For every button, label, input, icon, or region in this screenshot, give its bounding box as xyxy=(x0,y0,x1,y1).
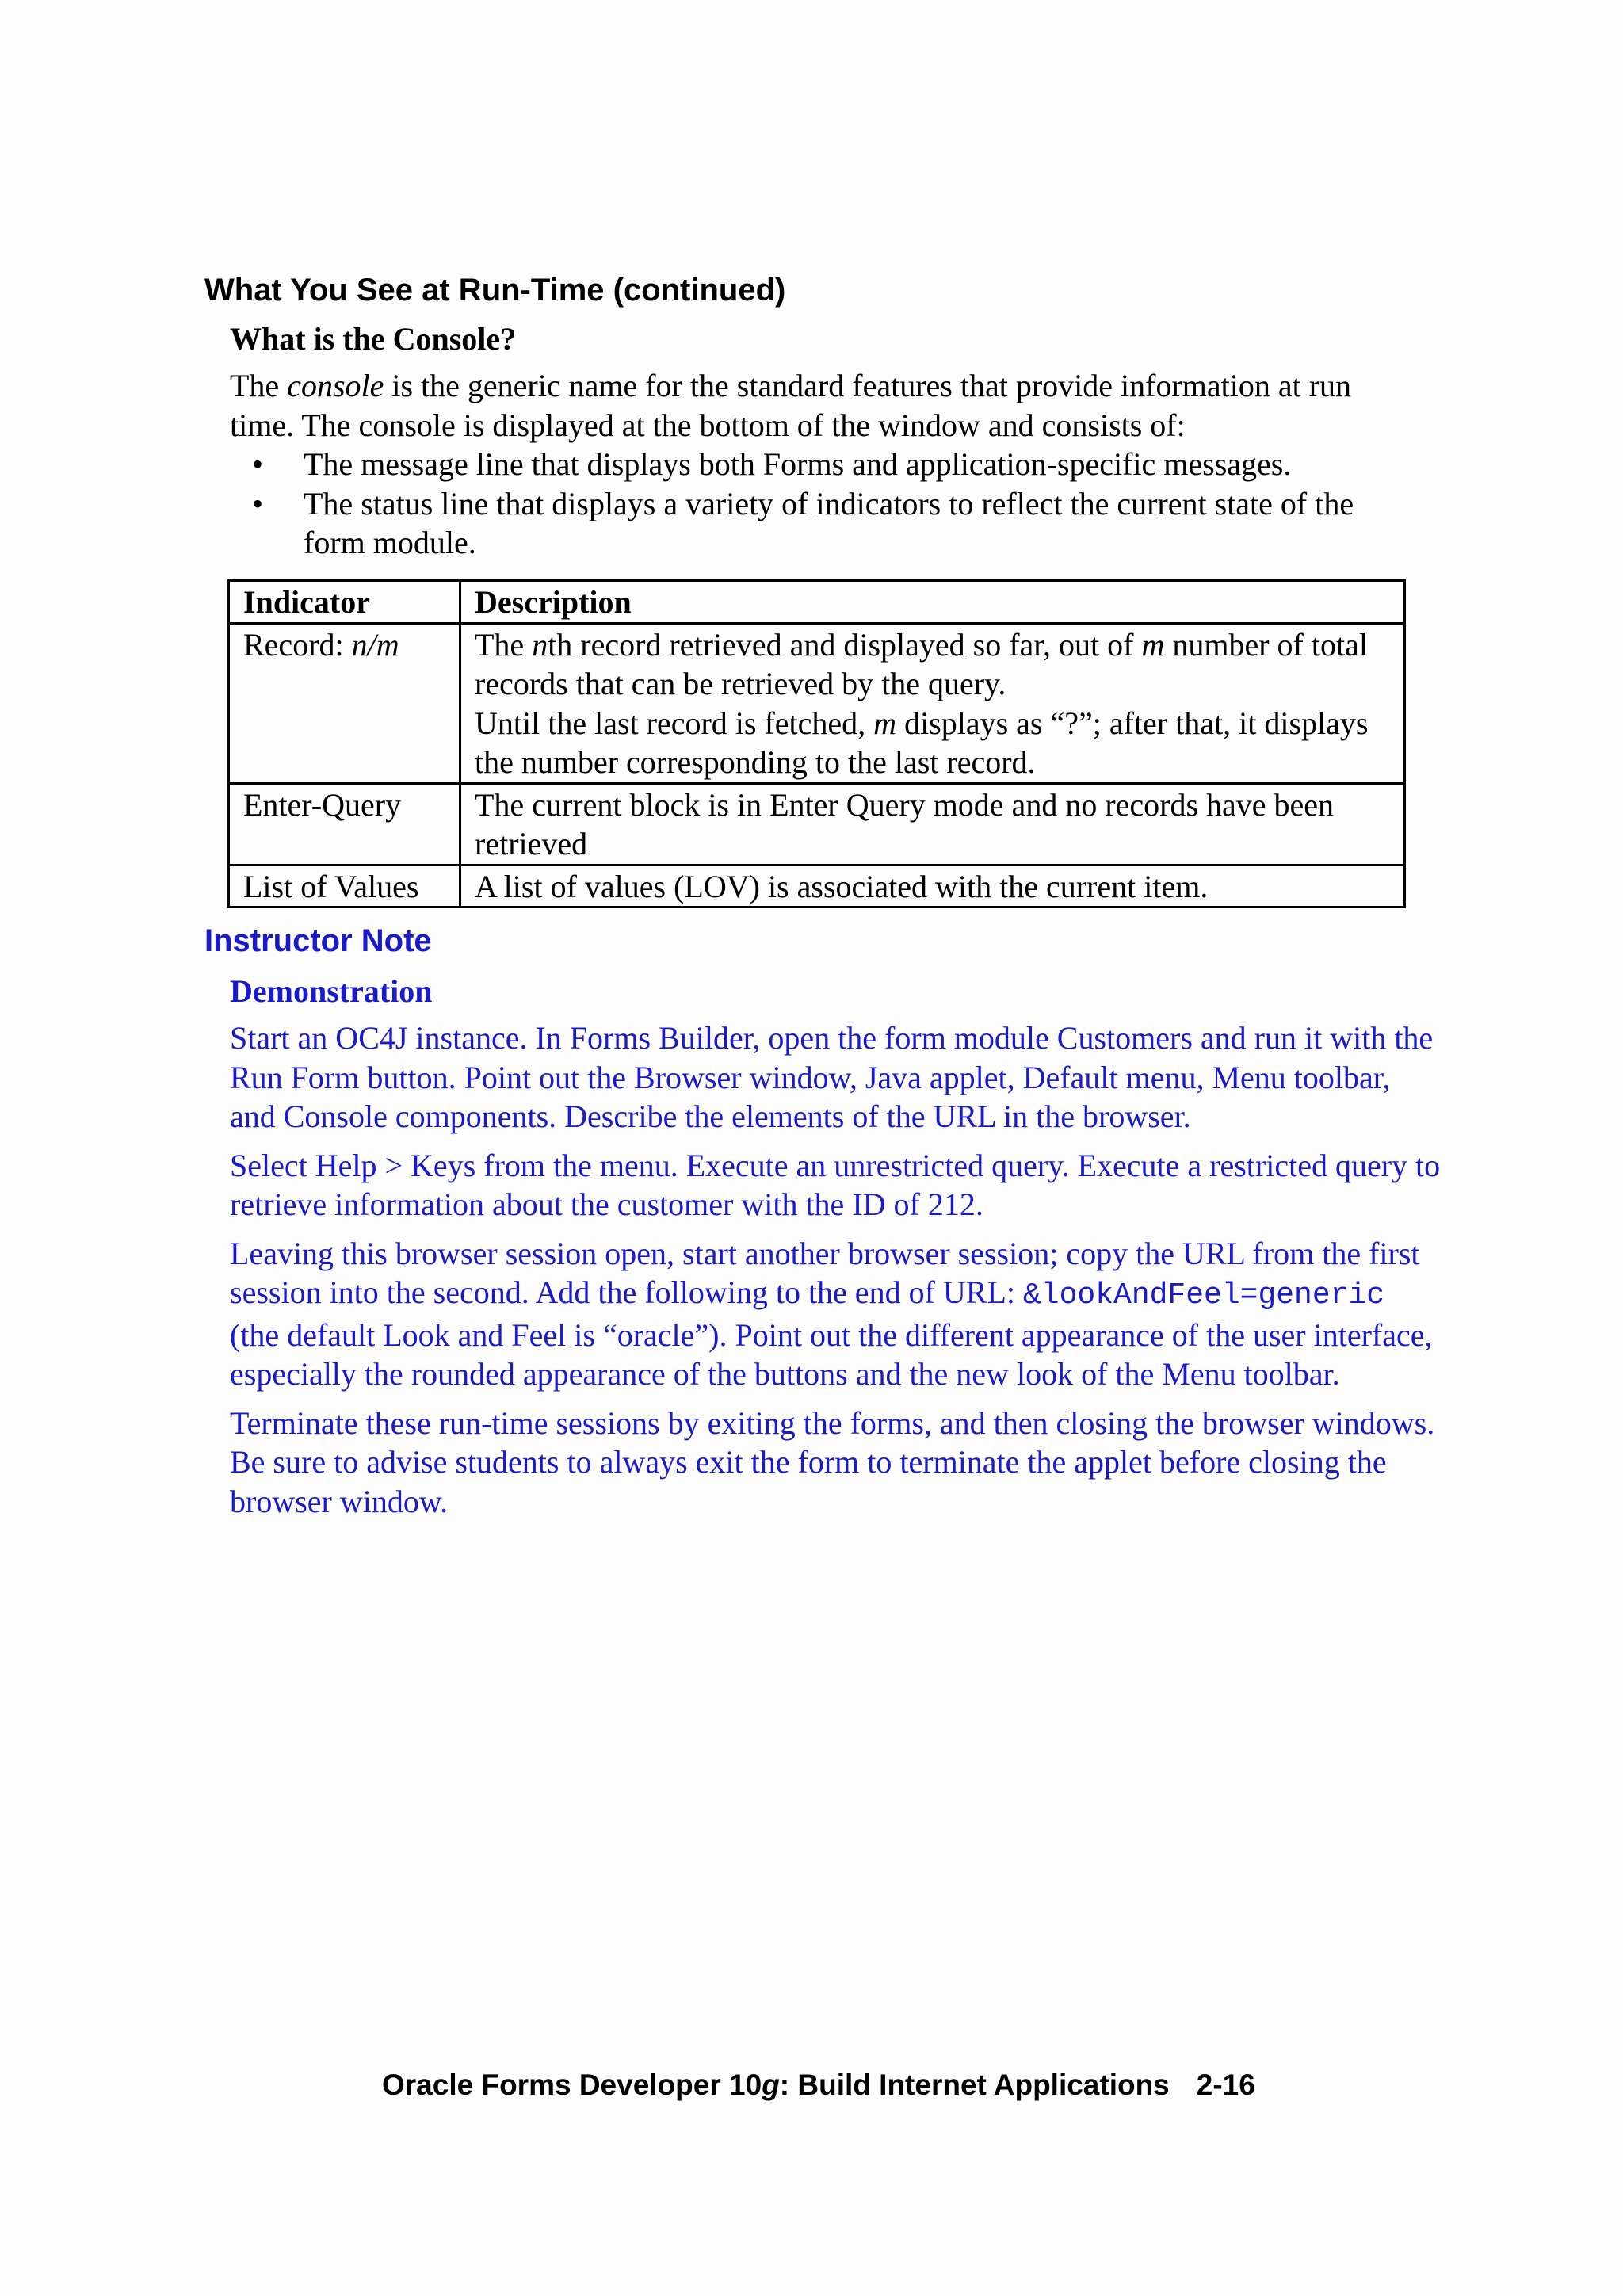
indicator-cell: Enter-Query xyxy=(229,783,460,865)
list-item-text: The status line that displays a variety of indicators to reflect the current state of the form module. xyxy=(304,485,1354,560)
note-paragraph: Select Help > Keys from the menu. Execute an unrestricted query. Execute a restricted query to retrieve information about the customer with the ID of 212. xyxy=(230,1147,1441,1222)
list-item xyxy=(230,484,1419,563)
intro-paragraph xyxy=(230,366,1419,445)
console-bullet-list xyxy=(230,445,1419,563)
indicator-italic-text: n/m xyxy=(351,626,399,663)
indicator-cell: List of Values xyxy=(229,865,460,907)
footer-title: Oracle Forms Developer 10 xyxy=(382,2069,762,2101)
note-paragraph: Terminate these run-time sessions by exiting the forms, and then closing the browser windows. Be sure to advise students to always exit the form to terminate the applet before closing the browser window. xyxy=(230,1404,1435,1519)
description-italic-text: m xyxy=(1141,626,1165,663)
url-parameter-code: &lookAndFeel=generic xyxy=(1023,1278,1385,1312)
indicator-cell xyxy=(229,623,460,783)
note-text: Leaving this browser session open, start another browser session; copy the URL from the first session into the second. Add the following to the end of URL: xyxy=(230,1235,1420,1310)
description-text: The xyxy=(475,626,533,663)
instructor-note xyxy=(204,919,1441,1530)
description-text: Until the last record is fetched, xyxy=(475,705,874,741)
description-text: number of total records that can be retrieved by the query. xyxy=(475,626,1368,701)
description-italic-text: n xyxy=(532,626,548,663)
note-paragraph: Start an OC4J instance. In Forms Builder, open the form module Customers and run it with the Run Form button. Point out the Browser window, Java applet, Default menu, Menu toolbar, and Console components. Describe the elements of the URL in the browser. xyxy=(230,1020,1434,1134)
footer-title-suffix: : Build Internet Applications xyxy=(779,2069,1170,2101)
page-title: What You See at Run-Time (continued) xyxy=(204,273,786,308)
indicator-table xyxy=(227,579,1406,908)
page-footer xyxy=(382,2065,1255,2105)
table-row xyxy=(229,783,1405,865)
note-paragraph xyxy=(230,1234,1441,1394)
description-cell: The current block is in Enter Query mode and no records have been retrieved xyxy=(460,783,1405,865)
instructor-note-body xyxy=(230,969,1441,1521)
description-text: th record retrieved and displayed so far, out of xyxy=(548,626,1142,663)
bullet-icon: • xyxy=(252,485,264,521)
column-header-indicator: Indicator xyxy=(229,581,460,624)
description-text: displays as “?”; after that, it displays the number corresponding to the last record. xyxy=(475,705,1369,780)
table-header-row xyxy=(229,581,1405,624)
description-italic-text: m xyxy=(873,705,897,741)
page-number: 2-16 xyxy=(1196,2069,1255,2101)
console-section xyxy=(230,317,1419,563)
intro-text-start: The xyxy=(230,368,288,403)
note-text: (the default Look and Feel is “oracle”). Point out the different appearance of the user interface, especially the rounded appearance of the buttons and the new look of the Menu toolbar. xyxy=(230,1316,1433,1392)
footer-title-italic: g xyxy=(762,2069,780,2101)
section-title: What is the Console? xyxy=(230,321,517,357)
intro-term: console xyxy=(287,368,384,403)
list-item-text: The message line that displays both Forms and application-specific messages. xyxy=(304,446,1292,482)
list-item xyxy=(230,445,1419,484)
description-cell xyxy=(460,623,1405,783)
bullet-icon: • xyxy=(252,446,264,482)
instructor-note-title: Instructor Note xyxy=(204,923,432,958)
demonstration-heading: Demonstration xyxy=(230,973,433,1009)
description-cell: A list of values (LOV) is associated with the current item. xyxy=(460,865,1405,907)
table-row xyxy=(229,865,1405,907)
indicator-text: Record: xyxy=(243,626,352,663)
column-header-description: Description xyxy=(460,581,1405,624)
table-row xyxy=(229,623,1405,783)
intro-text-end: is the generic name for the standard features that provide information at run time. The console is displayed at the bottom of the window and consists of: xyxy=(230,368,1352,443)
